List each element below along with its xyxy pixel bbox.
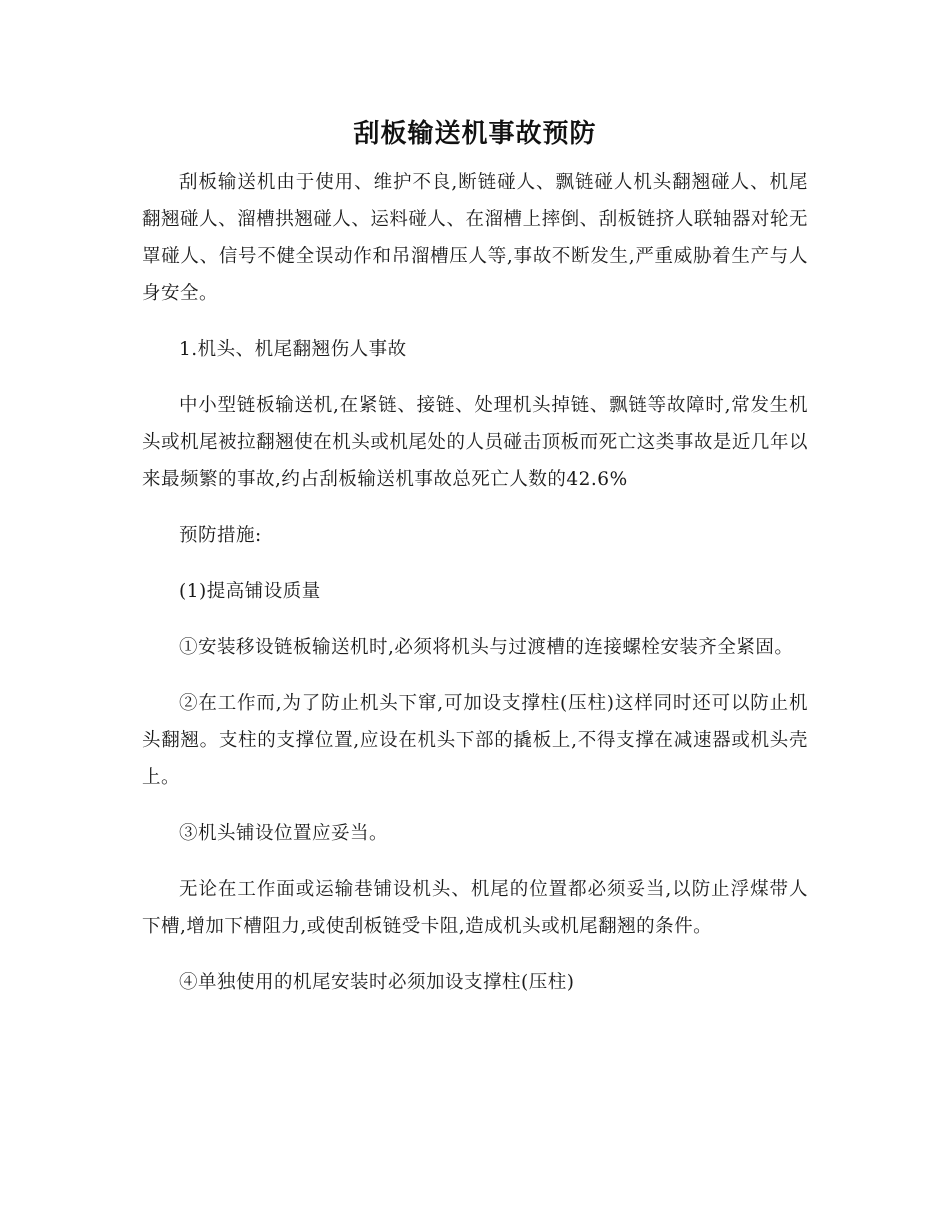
paragraph-intro: 刮板输送机由于使用、维护不良,断链碰人、飘链碰人机头翻翘碰人、机尾翻翘碰人、溜槽拱翘碰人、运料碰人、在溜槽上摔倒、刮板链挤人联轴器对轮无罩碰人、信号不健全误动作和吊溜槽压人等,事故不断发生,严重威胁着生产与人身安全。 <box>142 172 808 304</box>
document-title: 刮板输送机事故预防 <box>353 119 597 149</box>
section-heading: 1.机头、机尾翻翘伤人事故 <box>179 339 407 360</box>
paragraph-description: 中小型链板输送机,在紧链、接链、处理机头掉链、飘链等故障时,常发生机头或机尾被拉翻翘使在机头或机尾处的人员碰击顶板而死亡这类事故是近几年以来最频繁的事故,约占刮板输送机事故总死亡人数的42.6% <box>142 395 808 490</box>
paragraph-detail: 无论在工作面或运输巷铺设机头、机尾的位置都必须妥当,以防止浮煤带人下槽,增加下槽阻力,或使刮板链受卡阻,造成机头或机尾翻翘的条件。 <box>142 879 808 937</box>
list-item: ③机头铺设位置应妥当。 <box>179 823 389 844</box>
measures-heading: 预防措施: <box>179 525 262 546</box>
list-item: ④单独使用的机尾安装时必须加设支撑柱(压柱) <box>179 972 575 993</box>
document-body <box>142 112 808 1020</box>
subsection-heading: (1)提高铺设质量 <box>179 581 321 602</box>
list-item: ①安装移设链板输送机时,必须将机头与过渡槽的连接螺栓安装齐全紧固。 <box>179 637 794 658</box>
list-item: ②在工作而,为了防止机头下窜,可加设支撑柱(压柱)这样同时还可以防止机头翻翘。支柱的支撑位置,应设在机头下部的撬板上,不得支撑在减速器或机头壳上。 <box>142 693 808 788</box>
